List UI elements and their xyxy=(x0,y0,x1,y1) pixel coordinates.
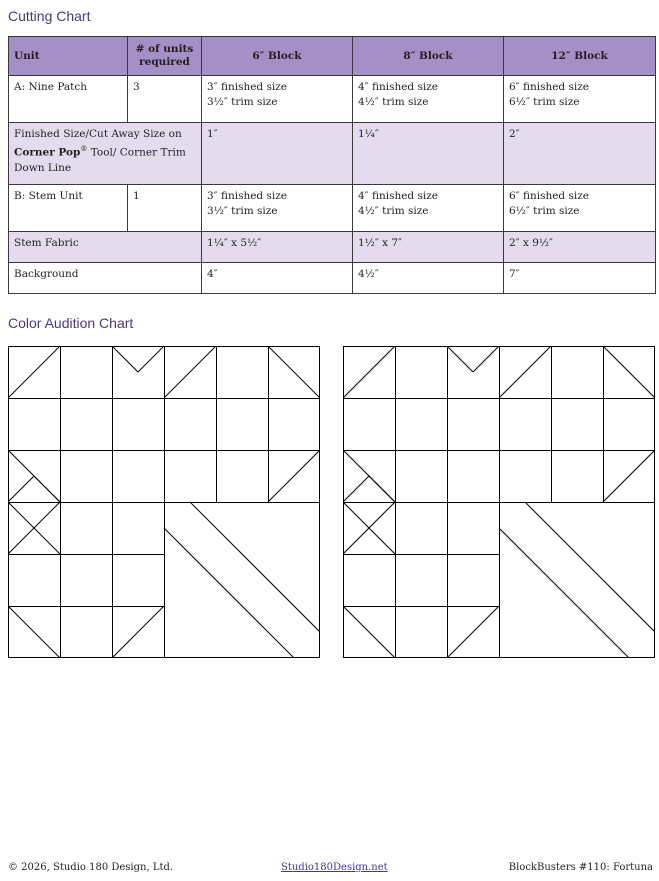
block-6-cell: 1″ xyxy=(202,123,353,185)
quilt-block-diagram xyxy=(8,346,320,658)
count-cell: 3 xyxy=(128,76,202,123)
table-header-row xyxy=(9,37,656,76)
block-12-cell xyxy=(504,76,656,123)
trim-size: 4½″ trim size xyxy=(358,96,429,108)
table-row xyxy=(9,185,656,232)
block-6-cell xyxy=(202,185,353,232)
finished-size: 3″ finished size xyxy=(207,81,287,93)
block-8-cell: 1¼″ xyxy=(353,123,504,185)
color-audition-block-right xyxy=(343,346,655,662)
color-audition-block-left xyxy=(8,346,320,662)
header-6-block: 6″ Block xyxy=(202,37,353,76)
header-unit: Unit xyxy=(9,37,128,76)
block-12-cell: 2″ x 9½″ xyxy=(504,232,656,263)
table-row xyxy=(9,123,656,185)
finished-size: 4″ finished size xyxy=(358,81,438,93)
block-8-cell xyxy=(353,185,504,232)
table-row xyxy=(9,263,656,294)
trim-size: 6½″ trim size xyxy=(509,205,580,217)
unit-cell xyxy=(9,123,202,185)
registered-mark: ® xyxy=(80,145,88,153)
color-audition-title: Color Audition Chart xyxy=(8,315,134,331)
block-6-cell xyxy=(202,76,353,123)
cutting-chart-table xyxy=(8,36,656,294)
footer-pattern-name: BlockBusters #110: Fortuna xyxy=(508,862,653,873)
cutting-chart-title: Cutting Chart xyxy=(8,8,91,24)
unit-text-suffix: Tool/ Corner Trim Down Line xyxy=(14,146,186,174)
table-row xyxy=(9,76,656,123)
block-6-cell: 4″ xyxy=(202,263,353,294)
count-cell: 1 xyxy=(128,185,202,232)
quilt-block-diagram xyxy=(343,346,655,658)
block-8-cell xyxy=(353,76,504,123)
unit-cell: Stem Fabric xyxy=(9,232,202,263)
block-8-cell: 4½″ xyxy=(353,263,504,294)
header-8-block: 8″ Block xyxy=(353,37,504,76)
trim-size: 6½″ trim size xyxy=(509,96,580,108)
finished-size: 4″ finished size xyxy=(358,190,438,202)
footer-copyright: © 2026, Studio 180 Design, Ltd. xyxy=(8,862,174,873)
block-12-cell: 2″ xyxy=(504,123,656,185)
tool-name: Corner Pop xyxy=(14,146,81,159)
finished-size: 6″ finished size xyxy=(509,190,589,202)
trim-size: 4½″ trim size xyxy=(358,205,429,217)
unit-text: Finished Size/Cut Away Size on xyxy=(14,128,182,140)
finished-size: 6″ finished size xyxy=(509,81,589,93)
trim-size: 3½″ trim size xyxy=(207,96,278,108)
trim-size: 3½″ trim size xyxy=(207,205,278,217)
table-row xyxy=(9,232,656,263)
unit-cell: A: Nine Patch xyxy=(9,76,128,123)
block-12-cell xyxy=(504,185,656,232)
block-8-cell: 1½″ x 7″ xyxy=(353,232,504,263)
footer-website-link[interactable]: Studio180Design.net xyxy=(281,862,388,873)
unit-cell: B: Stem Unit xyxy=(9,185,128,232)
block-6-cell: 1¼″ x 5½″ xyxy=(202,232,353,263)
header-12-block: 12″ Block xyxy=(504,37,656,76)
finished-size: 3″ finished size xyxy=(207,190,287,202)
unit-cell: Background xyxy=(9,263,202,294)
header-units-required: # of units required xyxy=(128,37,202,76)
block-12-cell: 7″ xyxy=(504,263,656,294)
